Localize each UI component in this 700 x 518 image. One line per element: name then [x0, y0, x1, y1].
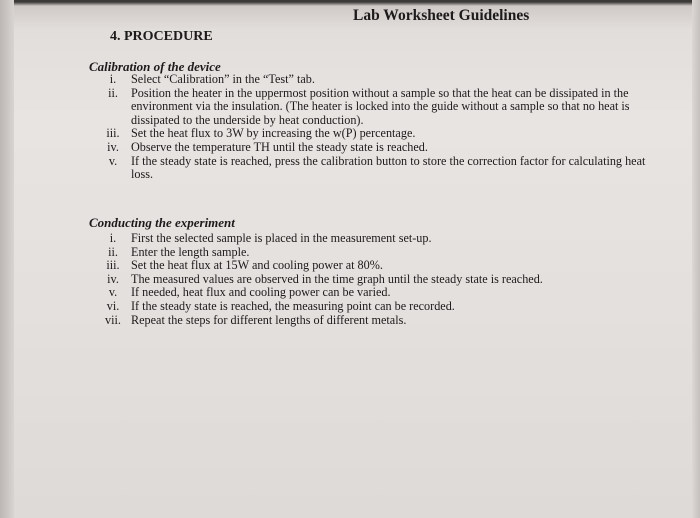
- step-number: i.: [109, 72, 117, 86]
- calibration-list: [95, 73, 675, 182]
- step-text: Select “Calibration” in the “Test” tab.: [131, 72, 315, 86]
- step-text: Repeat the steps for different lengths of different metals.: [131, 312, 407, 327]
- experiment-step: [95, 314, 675, 328]
- step-text: Observe the temperature TH until the steady state is reached.: [131, 139, 428, 154]
- experiment-list: [95, 232, 675, 327]
- experiment-step: [95, 273, 675, 287]
- experiment-step: [95, 286, 675, 300]
- experiment-step: [95, 259, 675, 273]
- step-number: iii.: [106, 258, 120, 273]
- calibration-step: [95, 155, 675, 182]
- step-text: Position the heater in the uppermost position without a sample so that the heat can be dissipated in the environment via the insulation. (The heater is locked into the guide without a sample so that no heat is dissipated to the underside by heat conduction).: [131, 85, 630, 127]
- step-number: v.: [108, 153, 118, 168]
- step-number: i.: [109, 231, 117, 245]
- step-text: If needed, heat flux and cooling power can be varied.: [131, 285, 391, 300]
- experiment-heading: Conducting the experiment: [89, 215, 235, 230]
- step-number: iii.: [106, 126, 120, 141]
- calibration-step: [95, 73, 675, 87]
- calibration-step: [95, 127, 675, 141]
- calibration-step: [95, 87, 675, 128]
- step-text: Enter the length sample.: [131, 244, 250, 259]
- step-number: vi.: [106, 298, 120, 313]
- step-number: ii.: [108, 85, 118, 100]
- step-text: First the selected sample is placed in the measurement set-up.: [131, 231, 432, 245]
- calibration-step: [95, 141, 675, 155]
- step-number: iv.: [107, 271, 119, 286]
- experiment-step: [95, 232, 675, 246]
- calibration-heading: Calibration of the device: [89, 59, 221, 74]
- step-text: The measured values are observed in the time graph until the steady state is reached.: [131, 271, 543, 286]
- section-heading: 4. PROCEDURE: [110, 29, 213, 44]
- experiment-step: [95, 300, 675, 314]
- step-number: iv.: [107, 139, 119, 154]
- step-text: Set the heat flux at 15W and cooling power at 80%.: [131, 258, 383, 273]
- step-number: vii.: [105, 312, 121, 327]
- step-number: ii.: [108, 244, 118, 259]
- page-title: Lab Worksheet Guidelines: [353, 7, 530, 24]
- step-text: If the steady state is reached, the measuring point can be recorded.: [131, 298, 455, 313]
- step-number: v.: [108, 285, 118, 300]
- step-text: Set the heat flux to 3W by increasing the w(P) percentage.: [131, 126, 416, 141]
- step-text: If the steady state is reached, press the calibration button to store the correction factor for calculating heat loss.: [131, 153, 646, 182]
- experiment-step: [95, 246, 675, 260]
